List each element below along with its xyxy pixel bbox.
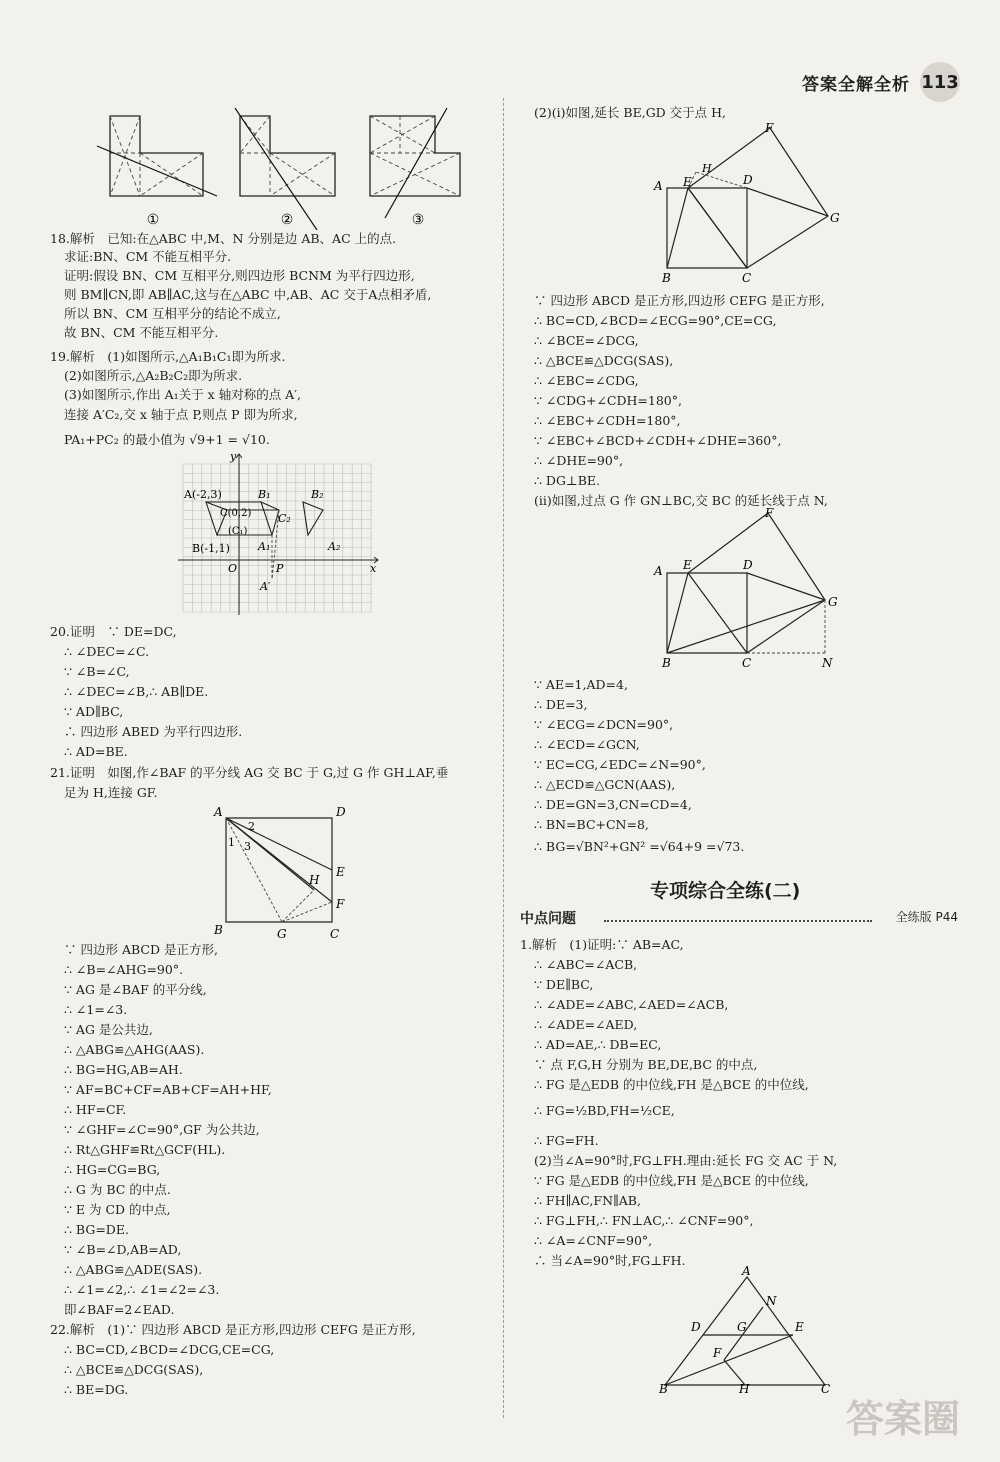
text-line: ∵ ∠GHF=∠C=90°,GF 为公共边, [64, 1122, 260, 1137]
figure-18-label-3: ③ [411, 212, 425, 228]
page-header [802, 62, 960, 102]
figure-22-ii [650, 505, 850, 670]
fig22b-label-B: B [662, 656, 671, 670]
fig19-label-A1: A₁ [258, 540, 271, 553]
figure-18 [95, 108, 475, 230]
text-line: ∵ ∠B=∠C, [64, 664, 130, 679]
text-line: ∴ BE=DG. [64, 1382, 129, 1397]
text-line: ∴ BG=√BN²+GN² =√64+9 =√73. [534, 839, 745, 854]
text-line: ∴ ∠BCE=∠DCG, [534, 333, 639, 348]
fig21-label-B: B [214, 923, 223, 937]
text-line: (2)当∠A=90°时,FG⊥FH.理由:延长 FG 交 AC 于 N, [534, 1153, 838, 1168]
text-line: ∴ ∠B=∠AHG=90°. [64, 962, 184, 977]
fig19-label-x: x [370, 562, 377, 575]
fig1-label-E: E [795, 1320, 804, 1334]
fig21-label-2: 2 [248, 820, 255, 833]
header-title: 答案全解全析 [802, 74, 910, 95]
text-line: ∴ FG⊥FH,∴ FN⊥AC,∴ ∠CNF=90°, [534, 1213, 754, 1228]
figure-21 [210, 800, 360, 945]
fig1-label-G: G [737, 1320, 747, 1334]
fig19-label-O: O [228, 562, 238, 575]
fig1-label-C: C [821, 1382, 831, 1395]
fig1-label-A: A [742, 1265, 751, 1278]
fig21-label-E: E [336, 865, 345, 879]
fig1-label-B: B [659, 1382, 668, 1395]
text-line: ∵ 四边形 ABCD 是正方形, [64, 942, 218, 957]
text-line: (2)如图所示,△A₂B₂C₂即为所求. [64, 368, 243, 383]
fig19-label-B: B(-1,1) [192, 542, 230, 555]
fig22b-label-C: C [742, 656, 752, 670]
text-line: 21.证明 如图,作∠BAF 的平分线 AG 交 BC 于 G,过 G 作 GH⊥AF,垂 [50, 765, 449, 780]
text-line: ∴ DE=3, [534, 697, 588, 712]
text-line: ∴ △BCE≌△DCG(SAS), [534, 353, 674, 368]
text-line: ∴ ∠ADE=∠AED, [534, 1017, 638, 1032]
text-line: ∴ △BCE≌△DCG(SAS), [64, 1362, 204, 1377]
fig21-label-A: A [214, 805, 223, 819]
text-line: ∴ ∠1=∠2,∴ ∠1=∠2=∠3. [64, 1282, 220, 1297]
figure-22-i [650, 118, 850, 288]
fig21-label-D: D [336, 805, 346, 819]
text-line: ∴ ∠ABC=∠ACB, [534, 957, 638, 972]
text-line: ∴ BC=CD,∠BCD=∠DCG,CE=CG, [64, 1342, 275, 1357]
text-line: ∵ AG 是∠BAF 的平分线, [64, 982, 207, 997]
fig22a-label-H: H [702, 162, 712, 175]
text-line: 18.解析 已知:在△ABC 中,M、N 分别是边 AB、AC 上的点. [50, 231, 397, 246]
text-line: ∴ ∠1=∠3. [64, 1002, 128, 1017]
watermark: 答案圈 [845, 1397, 960, 1441]
fig21-label-H: H [309, 873, 320, 887]
text-line: ∵ AE=1,AD=4, [534, 677, 628, 692]
figure-18-label-2: ② [280, 212, 294, 228]
text-line: ∵ E 为 CD 的中点, [64, 1202, 171, 1217]
subsection-bar [520, 908, 958, 926]
fig22a-label-C: C [742, 271, 752, 285]
fig22a-label-B: B [662, 271, 671, 285]
text-line: ∴ G 为 BC 的中点. [64, 1182, 171, 1197]
text-line: ∴ ∠EBC=∠CDG, [534, 373, 639, 388]
text-line: ∵ AF=BC+CF=AB+CF=AH+HF, [64, 1082, 272, 1097]
text-line: 证明:假设 BN、CM 互相平分,则四边形 BCNM 为平行四边形, [64, 268, 415, 283]
text-line: 即∠BAF=2∠EAD. [64, 1302, 175, 1317]
fig19-label-y: y [230, 450, 237, 463]
text-line: ∵ ∠CDG+∠CDH=180°, [534, 393, 682, 408]
text-line: ∴ ∠ECD=∠GCN, [534, 737, 640, 752]
fig22a-label-D: D [743, 173, 753, 187]
text-line: ∵ 四边形 ABCD 是正方形,四边形 CEFG 是正方形, [534, 293, 825, 308]
text-line: ∴ △ECD≌△GCN(AAS), [534, 777, 676, 792]
text-line: ∴ BC=CD,∠BCD=∠ECG=90°,CE=CG, [534, 313, 777, 328]
fig19-label-B2: B₂ [311, 488, 324, 501]
text-line: ∴ BN=BC+CN=8, [534, 817, 649, 832]
text-line: ∵ EC=CG,∠EDC=∠N=90°, [534, 757, 706, 772]
fig19-label-C1: (C₁) [228, 526, 248, 537]
subsection-title: 中点问题 [520, 911, 576, 927]
fig19-label-C: C(0,2) [220, 508, 252, 519]
fig1-label-D: D [691, 1320, 701, 1334]
text-line: ∴ ∠DEC=∠C. [64, 644, 150, 659]
text-line: ∵ ∠ECG=∠DCN=90°, [534, 717, 674, 732]
section-title: 专项综合全练(二) [650, 880, 801, 902]
fig19-label-P: P [276, 562, 284, 575]
fig21-label-G: G [277, 927, 287, 941]
fig22a-label-G: G [830, 211, 840, 225]
text-line: ∴ ∠A=∠CNF=90°, [534, 1233, 653, 1248]
fig22a-label-F: F [765, 121, 774, 135]
fig1-label-N: N [766, 1294, 777, 1308]
text-line: 连接 A′C₂,交 x 轴于点 P,则点 P 即为所求, [64, 407, 298, 422]
text-line: ∵ ∠B=∠D,AB=AD, [64, 1242, 182, 1257]
text-line: ∴ 当∠A=90°时,FG⊥FH. [534, 1253, 686, 1268]
fig22a-label-E: E [683, 175, 692, 189]
text-line: ∴ FH∥AC,FN∥AB, [534, 1193, 641, 1208]
text-line: ∴ HF=CF. [64, 1102, 127, 1117]
text-line: ∴ DG⊥BE. [534, 473, 600, 488]
fig21-label-1: 1 [228, 836, 235, 849]
text-line: ∴ BG=DE. [64, 1222, 129, 1237]
fig1-label-H: H [739, 1382, 750, 1395]
fig19-label-A2: A₂ [328, 540, 341, 553]
fig1-label-F: F [713, 1346, 722, 1360]
column-divider [503, 98, 504, 1418]
text-line: ∴ 四边形 ABED 为平行四边形. [64, 724, 243, 739]
text-line: ∴ ∠DHE=90°, [534, 453, 624, 468]
figure-18-label-1: ① [146, 212, 160, 228]
fig19-label-B1: B₁ [258, 488, 271, 501]
figure-19-grid [178, 450, 388, 615]
fig22b-label-F: F [765, 506, 774, 520]
text-line: ∴ △ABG≌△ADE(SAS). [64, 1262, 203, 1277]
page-number: 113 [920, 62, 960, 102]
text-line: ∴ △ABG≌△AHG(AAS). [64, 1042, 205, 1057]
text-line: ∵ ∠EBC+∠BCD+∠CDH+∠DHE=360°, [534, 433, 782, 448]
text-line: ∴ HG=CG=BG, [64, 1162, 161, 1177]
text-line: ∴ DE=GN=3,CN=CD=4, [534, 797, 692, 812]
text-line: (2)(i)如图,延长 BE,GD 交于点 H, [534, 105, 727, 120]
text-line: ∴ AD=BE. [64, 744, 128, 759]
text-line: PA₁+PC₂ 的最小值为 √9+1 = √10. [64, 432, 270, 447]
figure-1-triangle [655, 1265, 840, 1395]
fig22b-label-A: A [654, 564, 663, 578]
text-line: 19.解析 (1)如图所示,△A₁B₁C₁即为所求. [50, 349, 286, 364]
text-line: 20.证明 ∵ DE=DC, [50, 624, 177, 639]
text-line: ∵ FG 是△EDB 的中位线,FH 是△BCE 的中位线, [534, 1173, 809, 1188]
text-line: ∴ AD=AE,∴ DB=EC, [534, 1037, 662, 1052]
text-line: ∵ AD∥BC, [64, 704, 124, 719]
text-line: ∴ ∠EBC+∠CDH=180°, [534, 413, 681, 428]
fig22b-label-N: N [822, 656, 833, 670]
subsection-page-ref: 全练版 P44 [895, 910, 958, 924]
fig22b-label-E: E [683, 558, 692, 572]
text-line: ∴ FG=½BD,FH=½CE, [534, 1103, 675, 1118]
text-line: (ii)如图,过点 G 作 GN⊥BC,交 BC 的延长线于点 N, [534, 493, 828, 508]
text-line: ∴ FG=FH. [534, 1133, 599, 1148]
subsection-dotted-leader [604, 920, 872, 922]
text-line: (3)如图所示,作出 A₁关于 x 轴对称的点 A′, [64, 387, 302, 402]
text-line: ∵ DE∥BC, [534, 977, 594, 992]
fig19-label-Ap: A′ [260, 580, 271, 593]
fig19-label-A: A(-2,3) [184, 488, 222, 501]
text-line: 足为 H,连接 GF. [64, 785, 158, 800]
fig22a-label-A: A [654, 179, 663, 193]
text-line: ∵ AG 是公共边, [64, 1022, 153, 1037]
text-line: ∴ ∠DEC=∠B,∴ AB∥DE. [64, 684, 209, 699]
text-line: ∵ 点 F,G,H 分别为 BE,DE,BC 的中点, [534, 1057, 758, 1072]
fig22b-label-G: G [828, 595, 838, 609]
fig21-label-C: C [330, 927, 340, 941]
text-line: 所以 BN、CM 互相平分的结论不成立, [64, 306, 281, 321]
text-line: 22.解析 (1)∵ 四边形 ABCD 是正方形,四边形 CEFG 是正方形, [50, 1322, 416, 1337]
text-line: ∴ BG=HG,AB=AH. [64, 1062, 183, 1077]
text-line: ∴ Rt△GHF≌Rt△GCF(HL). [64, 1142, 226, 1157]
text-line: 则 BM∥CN,即 AB∥AC,这与在△ABC 中,AB、AC 交于A点相矛盾, [64, 287, 432, 302]
text-line: 1.解析 (1)证明:∵ AB=AC, [520, 937, 684, 952]
text-line: 求证:BN、CM 不能互相平分. [64, 249, 232, 264]
text-line: ∴ FG 是△EDB 的中位线,FH 是△BCE 的中位线, [534, 1077, 809, 1092]
fig21-label-3: 3 [244, 840, 251, 853]
fig19-label-C2: C₂ [278, 512, 291, 525]
fig21-label-F: F [336, 897, 345, 911]
text-line: 故 BN、CM 不能互相平分. [64, 325, 219, 340]
fig22b-label-D: D [743, 558, 753, 572]
text-line: ∴ ∠ADE=∠ABC,∠AED=∠ACB, [534, 997, 729, 1012]
